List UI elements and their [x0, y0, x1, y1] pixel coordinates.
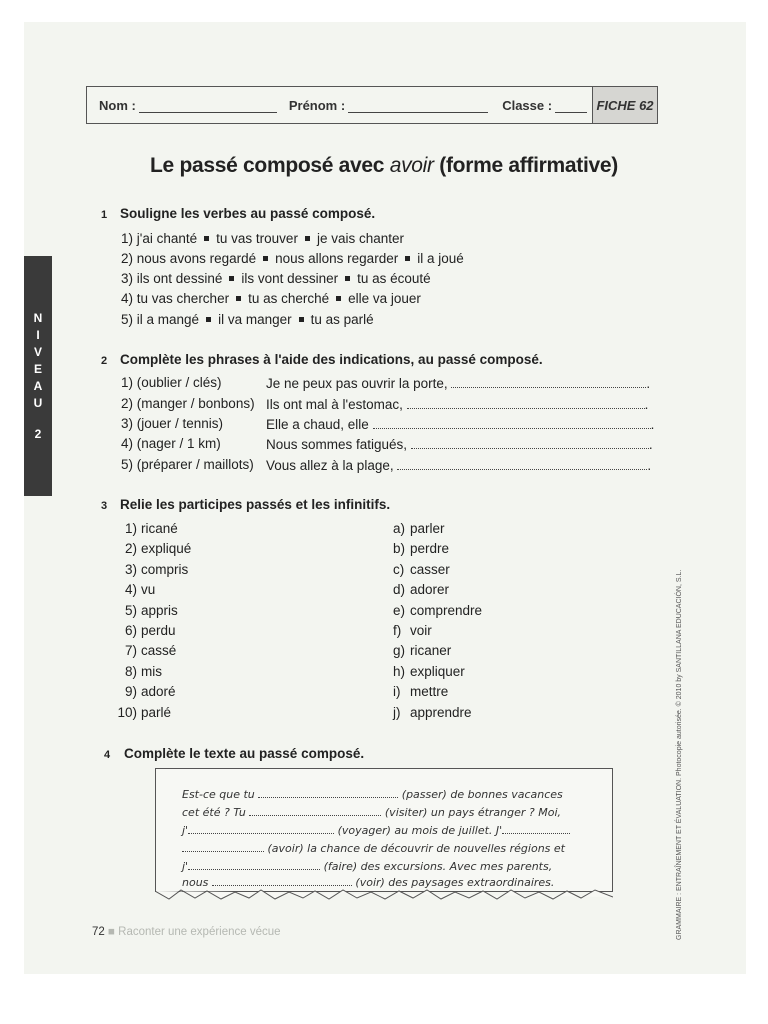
exercise-2-number: 2 — [101, 355, 108, 367]
ex2-row — [121, 457, 254, 472]
text-line — [182, 839, 565, 855]
item-letter: h) — [393, 664, 406, 679]
participle-word: expliqué — [141, 541, 192, 556]
infinitive-word: apprendre — [410, 705, 472, 720]
page-title — [0, 154, 768, 178]
text-segment: nous — [182, 876, 209, 889]
answer-blank[interactable] — [451, 375, 646, 388]
niveau-letter: I — [36, 327, 40, 342]
participle-item[interactable] — [114, 562, 188, 577]
participle-item[interactable] — [114, 541, 191, 556]
infinitive-word: ricaner — [410, 643, 452, 658]
infinitive-item[interactable] — [393, 582, 449, 597]
participle-item[interactable] — [114, 521, 178, 536]
ex1-verb[interactable]: tu vas trouver — [216, 231, 298, 246]
exercise-1-title: Souligne les verbes au passé composé. — [120, 206, 376, 221]
text-segment: (voyager) au mois de juillet. J' — [337, 824, 503, 837]
niveau-letter: U — [33, 395, 43, 410]
participle-item[interactable] — [114, 705, 171, 720]
item-letter: e) — [393, 603, 406, 618]
infinitive-item[interactable] — [393, 541, 449, 556]
ex1-row — [121, 231, 404, 246]
text-line — [182, 785, 563, 801]
text-line — [182, 873, 554, 889]
ex2-sentence: Je ne peux pas ouvrir la porte, . — [266, 376, 651, 391]
participle-word: compris — [141, 562, 189, 577]
bullet-separator — [299, 317, 304, 322]
ex2-sentence: Elle a chaud, elle . — [266, 417, 655, 432]
ex1-verb[interactable]: il a mangé — [136, 312, 200, 327]
niveau-letter: A — [33, 378, 43, 393]
exercise-2-title: Complète les phrases à l'aide des indications, au passé composé. — [120, 352, 543, 367]
ex2-hint: 1) (oublier / clés) — [121, 375, 222, 390]
ex2-hint: 2) (manger / bonbons) — [121, 396, 255, 411]
classe-field[interactable] — [502, 98, 587, 113]
item-letter: d) — [393, 582, 406, 597]
item-number: 8) — [124, 664, 137, 679]
infinitive-item[interactable] — [393, 705, 472, 720]
item-number: 4) — [124, 582, 137, 597]
text-segment: Est-ce que tu — [182, 788, 255, 801]
participle-word: adoré — [141, 684, 176, 699]
text-segment: (avoir) la chance de découvrir de nouvelles régions et — [267, 842, 565, 855]
ex1-verb[interactable]: tu as parlé — [310, 312, 374, 327]
answer-blank[interactable] — [188, 857, 320, 870]
ex1-row-number: 3) — [121, 271, 134, 286]
niveau-letter: N — [33, 310, 43, 325]
infinitive-word: casser — [410, 562, 450, 577]
exercise-1-number: 1 — [101, 209, 108, 221]
infinitive-word: voir — [410, 623, 432, 638]
exercise-3-title: Relie les participes passés et les infinitifs. — [120, 497, 391, 512]
item-letter: j) — [393, 705, 401, 720]
infinitive-item[interactable] — [393, 521, 445, 536]
participle-item[interactable] — [114, 643, 176, 658]
item-number: 3) — [124, 562, 137, 577]
infinitive-item[interactable] — [393, 684, 448, 699]
item-letter: i) — [393, 684, 401, 699]
answer-blank[interactable] — [411, 436, 649, 449]
item-number: 2) — [124, 541, 137, 556]
ex2-sentence-text: Ils ont mal à l'estomac, — [266, 397, 403, 412]
text-segment: (voir) des paysages extraordinaires. — [355, 876, 555, 889]
ex1-verb[interactable]: nous avons regardé — [136, 251, 257, 266]
participle-word: vu — [141, 582, 156, 597]
participle-item[interactable] — [114, 582, 155, 597]
ex2-hint: 4) (nager / 1 km) — [121, 436, 221, 451]
fiche-number: FICHE 62 — [592, 87, 657, 123]
bullet-separator — [236, 296, 241, 301]
text-segment: (passer) de bonnes vacances — [401, 788, 563, 801]
infinitive-item[interactable] — [393, 643, 451, 658]
bullet-separator — [229, 276, 234, 281]
ex1-row — [121, 291, 421, 306]
ex1-row-number: 5) — [121, 312, 134, 327]
niveau-number: 2 — [34, 426, 42, 441]
item-number: 6) — [124, 623, 137, 638]
torn-edge-icon — [155, 889, 613, 901]
item-number: 1) — [124, 521, 137, 536]
ex1-verb[interactable]: tu as cherché — [248, 291, 330, 306]
item-letter: c) — [393, 562, 405, 577]
text-segment: j' — [182, 824, 189, 837]
infinitive-word: comprendre — [410, 603, 483, 618]
bullet-separator — [206, 317, 211, 322]
ex2-row — [121, 396, 255, 411]
text-line — [182, 803, 561, 819]
ex2-row — [121, 436, 221, 451]
niveau-letter: E — [33, 361, 42, 376]
classe-label: Classe : — [502, 97, 553, 113]
exercise-4-number: 4 — [104, 749, 111, 761]
answer-blank[interactable] — [188, 821, 334, 834]
bullet-separator — [263, 256, 268, 261]
item-letter: b) — [393, 541, 406, 556]
bullet-separator — [336, 296, 341, 301]
ex1-verb[interactable]: tu as écouté — [357, 271, 431, 286]
answer-blank[interactable] — [373, 416, 651, 429]
prenom-blank[interactable] — [348, 102, 488, 113]
infinitive-item[interactable] — [393, 603, 482, 618]
prenom-field[interactable] — [289, 98, 488, 113]
copyright-notice: GRAMMAIRE : ENTRAÎNEMENT ET ÉVALUATION. Photocopie autorisée. © 2010 by SANTILLANA EDUCACIÓN, S.L. — [676, 569, 683, 940]
title-part1: Le passé composé avec — [150, 154, 390, 177]
student-info-header — [86, 86, 658, 124]
participle-word: appris — [141, 603, 178, 618]
exercise-3-number: 3 — [101, 500, 108, 512]
text-segment: cet été ? Tu — [182, 806, 246, 819]
infinitive-word: expliquer — [410, 664, 465, 679]
answer-blank[interactable] — [182, 839, 264, 852]
answer-blank[interactable] — [502, 821, 570, 834]
ex2-sentence: Ils ont mal à l'estomac, . — [266, 397, 649, 412]
infinitive-word: adorer — [410, 582, 450, 597]
bullet-separator — [405, 256, 410, 261]
infinitive-word: mettre — [410, 684, 449, 699]
participle-word: mis — [141, 664, 162, 679]
ex1-verb[interactable]: ils vont dessiner — [241, 271, 339, 286]
participle-item[interactable] — [114, 603, 178, 618]
participle-word: parlé — [141, 705, 172, 720]
exercise-4-title: Complète le texte au passé composé. — [124, 746, 365, 761]
answer-blank[interactable] — [397, 457, 647, 470]
infinitive-item[interactable] — [393, 562, 450, 577]
ex2-sentence: Nous sommes fatigués, . — [266, 437, 653, 452]
page-footer — [92, 926, 281, 938]
item-letter: g) — [393, 643, 406, 658]
footer-bullet: ■ — [108, 926, 115, 938]
participle-item[interactable] — [114, 664, 162, 679]
ex2-sentence: Vous allez à la plage, . — [266, 458, 652, 473]
ex1-row — [121, 312, 374, 327]
ex2-sentence-text: Je ne peux pas ouvrir la porte, — [266, 376, 448, 391]
ex1-verb[interactable]: ils ont dessiné — [136, 271, 223, 286]
text-line — [182, 821, 570, 837]
text-segment: j' — [182, 860, 189, 873]
infinitive-word: perdre — [410, 541, 450, 556]
item-number: 5) — [124, 603, 137, 618]
text-segment: (visiter) un pays étranger ? Moi, — [384, 806, 562, 819]
text-line — [182, 857, 552, 873]
bullet-separator — [345, 276, 350, 281]
text-segment: (faire) des excursions. Avec mes parents, — [323, 860, 553, 873]
niveau-letter: V — [33, 344, 42, 359]
ex2-hint: 3) (jouer / tennis) — [121, 416, 224, 431]
prenom-label: Prénom : — [288, 97, 346, 113]
ex1-verb[interactable]: j'ai chanté — [136, 231, 198, 246]
ex1-verb[interactable]: tu vas chercher — [136, 291, 230, 306]
ex2-sentence-text: Nous sommes fatigués, — [266, 437, 408, 452]
footer-section-title: Raconter une expérience vécue — [118, 926, 281, 938]
title-italic: avoir — [389, 154, 434, 177]
infinitive-item[interactable] — [393, 623, 432, 638]
title-part2: (forme affirmative) — [433, 154, 618, 177]
ex1-row — [121, 271, 431, 286]
page-number: 72 — [92, 926, 105, 938]
nom-label: Nom : — [99, 97, 136, 113]
nom-field[interactable] — [99, 98, 277, 113]
ex2-sentence-text: Elle a chaud, elle — [266, 417, 369, 432]
fill-in-text-box — [155, 768, 613, 892]
participle-item[interactable] — [114, 684, 176, 699]
ex1-verb[interactable]: je vais chanter — [316, 231, 404, 246]
answer-blank[interactable] — [258, 785, 398, 798]
item-number: 10) — [117, 705, 137, 720]
ex2-row — [121, 375, 222, 390]
infinitive-word: parler — [410, 521, 445, 536]
ex1-row-number: 4) — [121, 291, 134, 306]
ex2-row — [121, 416, 223, 431]
niveau-tab — [24, 256, 52, 496]
participle-item[interactable] — [114, 623, 176, 638]
ex1-verb[interactable]: elle va jouer — [348, 291, 421, 306]
item-letter: f) — [393, 623, 402, 638]
answer-blank[interactable] — [407, 396, 645, 409]
answer-blank[interactable] — [212, 873, 352, 886]
ex1-row-number: 2) — [121, 251, 134, 266]
participle-word: cassé — [141, 643, 177, 658]
ex1-verb[interactable]: nous allons regarder — [275, 251, 399, 266]
ex2-sentence-text: Vous allez à la plage, — [266, 458, 394, 473]
item-letter: a) — [393, 521, 406, 536]
nom-blank[interactable] — [139, 102, 277, 113]
ex1-verb[interactable]: il va manger — [218, 312, 292, 327]
participle-word: ricané — [141, 521, 178, 536]
bullet-separator — [305, 236, 310, 241]
item-number: 7) — [124, 643, 137, 658]
ex1-row — [121, 251, 464, 266]
item-number: 9) — [124, 684, 137, 699]
ex2-hint: 5) (préparer / maillots) — [121, 457, 254, 472]
classe-blank[interactable] — [555, 102, 587, 113]
ex1-verb[interactable]: il a joué — [417, 251, 464, 266]
ex1-row-number: 1) — [121, 231, 134, 246]
answer-blank[interactable] — [249, 803, 381, 816]
bullet-separator — [204, 236, 209, 241]
infinitive-item[interactable] — [393, 664, 465, 679]
participle-word: perdu — [141, 623, 176, 638]
